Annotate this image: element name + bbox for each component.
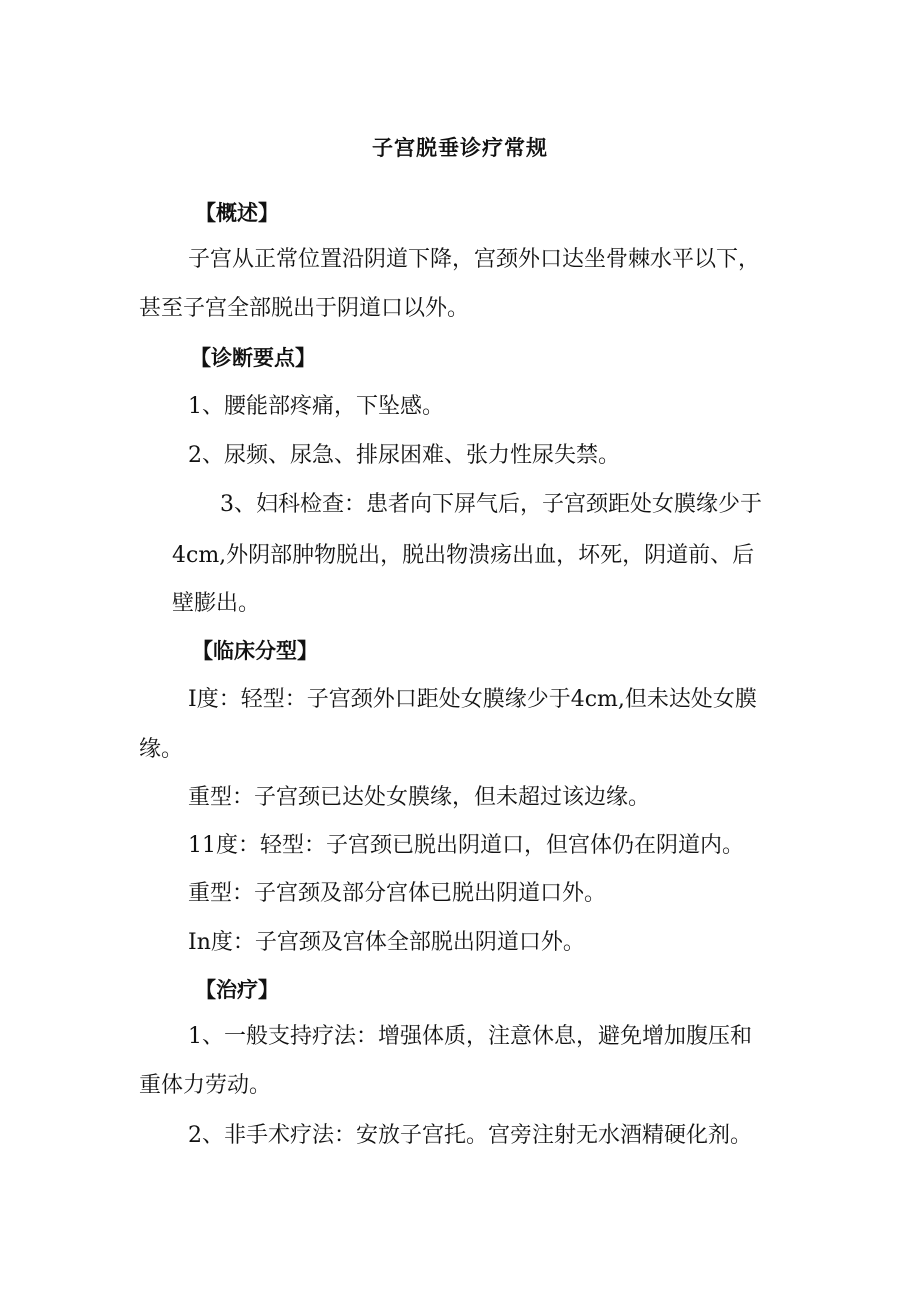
paragraph-line: 2、非手术疗法：安放子宫托。宫旁注射无水酒精硬化剂。 [188,1123,752,1148]
section-heading-classification: 【临床分型】 [192,639,318,663]
section-heading-overview: 【概述】 [195,201,279,225]
section-heading-diagnosis: 【诊断要点】 [190,346,316,370]
paragraph-line: 甚至子宫全部脱出于阴道口以外。 [139,296,470,321]
paragraph-line: In度：子宫颈及宫体全部脱出阴道口外。 [188,930,585,955]
paragraph-line: 子宫从正常位置沿阴道下降，宫颈外口达坐骨棘水平以下， [188,247,761,272]
page-title: 子宫脱垂诊疗常规 [372,136,548,160]
paragraph-line: 壁膨出。 [172,591,261,616]
paragraph-line: 1、腰能部疼痛，下坠感。 [188,394,444,419]
paragraph-line: 4cm,外阴部肿物脱出，脱出物溃疡出血，坏死，阴道前、后 [172,543,755,568]
paragraph-line: 3、妇科检查：患者向下屏气后，子宫颈距处女膜缘少于 [220,492,762,517]
paragraph-line: 11度：轻型：子宫颈已脱出阴道口，但宫体仍在阴道内。 [188,833,744,858]
paragraph-line: 重体力劳动。 [139,1073,272,1098]
paragraph-line: 重型：子宫颈及部分宫体已脱出阴道口外。 [188,881,607,906]
paragraph-line: 1、一般支持疗法：增强体质，注意休息，避免增加腹压和 [188,1024,752,1049]
paragraph-line: I度：轻型：子宫颈外口距处女膜缘少于4cm,但未达处女膜 [188,687,757,712]
paragraph-line: 2、尿频、尿急、排尿困难、张力性尿失禁。 [188,443,620,468]
paragraph-line: 缘。 [139,737,184,762]
paragraph-line: 重型：子宫颈已达处女膜缘，但未超过该边缘。 [188,785,651,810]
section-heading-treatment: 【治疗】 [195,978,279,1002]
